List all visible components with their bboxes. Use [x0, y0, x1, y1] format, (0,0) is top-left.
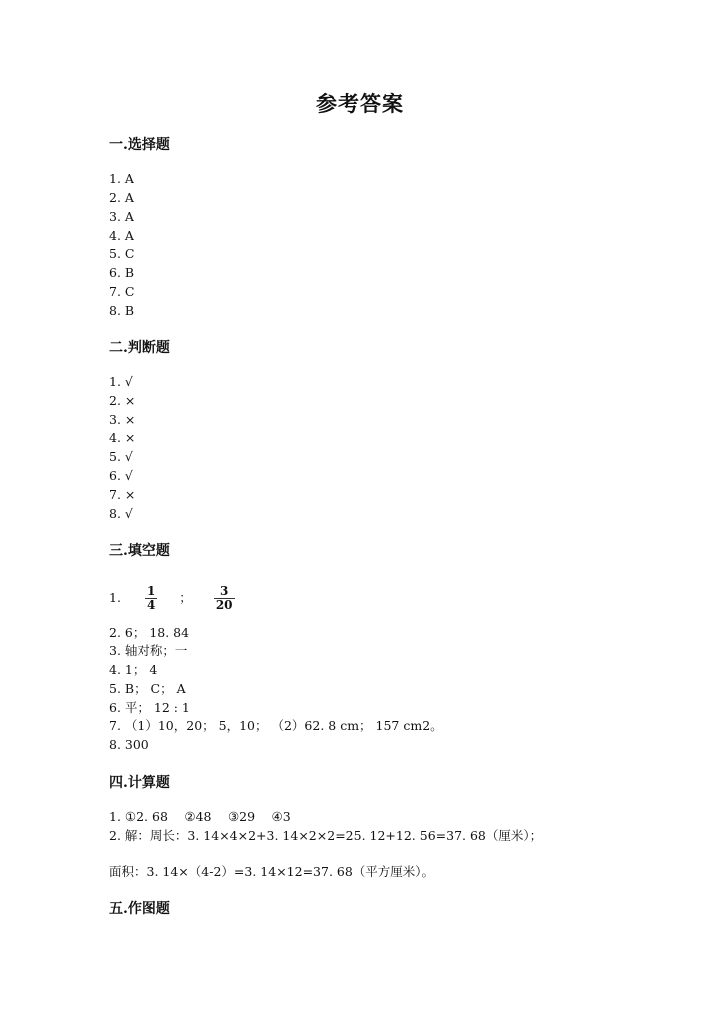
section-heading-calc: 四.计算题 — [109, 775, 170, 791]
page-title: 参考答案 — [316, 91, 404, 116]
fraction-denominator: 4 — [146, 598, 156, 612]
answer-line: 5. C — [109, 246, 135, 261]
answer-line: 7. C — [109, 284, 135, 299]
question-number: 1. — [109, 590, 121, 605]
answer-line: 2. A — [109, 190, 134, 205]
answer-line: 2. 解：周长：3. 14×4×2+3. 14×2×2=25. 12+12. 56=37. 68（厘米）； — [109, 828, 543, 843]
section-heading-judge: 二.判断题 — [109, 340, 170, 356]
fraction-numerator: 1 — [146, 584, 156, 598]
answer-line: 1. ①2. 68 ②48 ③29 ④3 — [109, 809, 291, 824]
answer-line: 4. 1； 4 — [109, 662, 158, 677]
answer-line: 2. × — [109, 393, 136, 408]
answer-line: 3. × — [109, 412, 136, 427]
answer-line: 2. 6； 18. 84 — [109, 625, 190, 640]
fraction-numerator: 3 — [219, 584, 229, 598]
answer-line: 4. × — [109, 430, 136, 445]
fraction-three-twentieths — [214, 585, 235, 612]
answer-line: 7. × — [109, 487, 136, 502]
answer-line: 6. √ — [109, 468, 133, 483]
answer-line: 6. B — [109, 265, 135, 280]
answer-line: 3. 轴对称；一 — [109, 643, 188, 658]
answer-line: 8. 300 — [109, 737, 149, 752]
section-heading-choice: 一.选择题 — [109, 137, 170, 153]
answer-line: 4. A — [109, 228, 134, 243]
section-heading-drawing: 五.作图题 — [109, 901, 170, 917]
answer-line: 面积：3. 14×（4-2）=3. 14×12=37. 68（平方厘米）。 — [109, 864, 435, 879]
answer-line: 5. √ — [109, 449, 133, 464]
answer-line: 8. B — [109, 303, 135, 318]
answer-line: 7. （1）10，20； 5，10； （2）62. 8 cm； 157 cm2。 — [109, 718, 443, 733]
fraction-one-quarter — [145, 585, 157, 612]
answer-line: 3. A — [109, 209, 134, 224]
answer-line: 1. A — [109, 171, 134, 186]
answer-line: 8. √ — [109, 506, 133, 521]
answer-line: 1. √ — [109, 374, 133, 389]
answer-line: 5. B； C； A — [109, 681, 186, 696]
answer-line: 6. 平； 12 : 1 — [109, 700, 190, 715]
answer-line-fractions — [109, 583, 235, 613]
separator: ； — [179, 590, 192, 605]
fraction-denominator: 20 — [215, 598, 233, 612]
section-heading-fill: 三.填空题 — [109, 543, 170, 559]
